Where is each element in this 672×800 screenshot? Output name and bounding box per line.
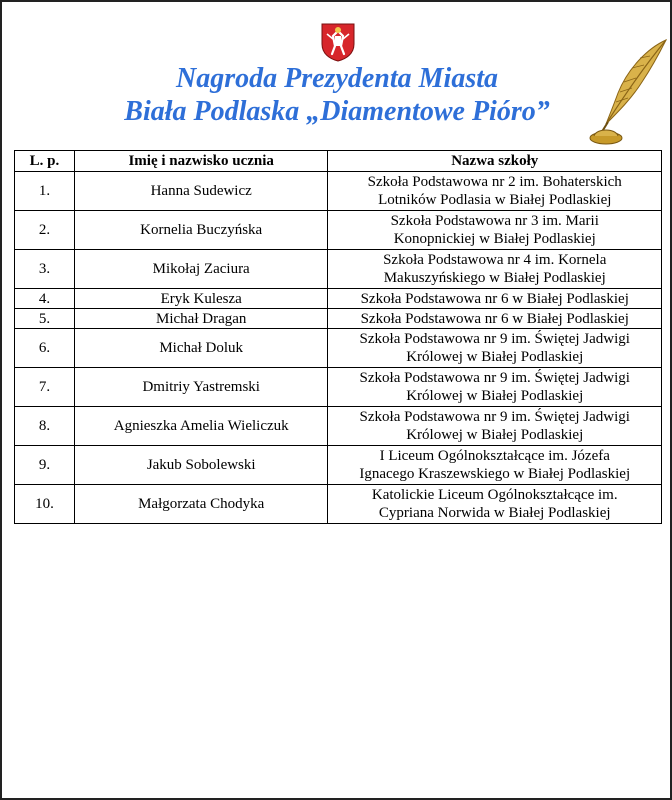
table-row: [15, 172, 662, 211]
row-school: [328, 309, 662, 329]
header-lp: L. p.: [15, 151, 75, 172]
header-student-name: Imię i nazwisko ucznia: [74, 151, 328, 172]
school-line: I Liceum Ogólnokształcące im. Józefa: [379, 448, 610, 464]
school-line: Lotników Podlasia w Białej Podlaskiej: [378, 192, 612, 208]
school-line: Królowej w Białej Podlaskiej: [406, 427, 584, 443]
row-student-name: Kornelia Buczyńska: [74, 211, 328, 250]
row-lp: 3.: [15, 250, 75, 289]
school-line: Szkoła Podstawowa nr 9 im. Świętej Jadwigi: [359, 409, 630, 425]
row-lp: 7.: [15, 368, 75, 407]
row-student-name: Michał Dragan: [74, 309, 328, 329]
table-row: [15, 309, 662, 329]
school-line: Szkoła Podstawowa nr 2 im. Bohaterskich: [367, 174, 622, 190]
row-lp: 9.: [15, 446, 75, 485]
row-lp: 10.: [15, 485, 75, 524]
row-school: [328, 485, 662, 524]
table-row: [15, 446, 662, 485]
row-school: [328, 368, 662, 407]
row-school: [328, 172, 662, 211]
table-row: [15, 485, 662, 524]
row-school: [328, 407, 662, 446]
row-school: [328, 289, 662, 309]
table-row: [15, 289, 662, 309]
row-student-name: Jakub Sobolewski: [74, 446, 328, 485]
row-student-name: Małgorzata Chodyka: [74, 485, 328, 524]
row-lp: 6.: [15, 329, 75, 368]
school-line: Królowej w Białej Podlaskiej: [406, 349, 584, 365]
school-line: Szkoła Podstawowa nr 6 w Białej Podlaskiej: [360, 310, 629, 327]
city-coat-of-arms-icon: [320, 22, 356, 62]
row-lp: 2.: [15, 211, 75, 250]
school-line: Ignacego Kraszewskiego w Białej Podlaskiej: [359, 466, 631, 482]
row-school: [328, 250, 662, 289]
row-school: [328, 446, 662, 485]
row-student-name: Hanna Sudewicz: [74, 172, 328, 211]
school-line: Szkoła Podstawowa nr 3 im. Marii: [390, 213, 599, 229]
school-line: Konopnickiej w Białej Podlaskiej: [393, 231, 596, 247]
page-title: [32, 62, 642, 128]
school-line: Cypriana Norwida w Białej Podlaskiej: [378, 505, 611, 521]
row-lp: 5.: [15, 309, 75, 329]
row-student-name: Agnieszka Amelia Wieliczuk: [74, 407, 328, 446]
school-line: Szkoła Podstawowa nr 6 w Białej Podlaskiej: [360, 290, 629, 307]
row-lp: 1.: [15, 172, 75, 211]
row-student-name: Mikołaj Zaciura: [74, 250, 328, 289]
row-student-name: Dmitriy Yastremski: [74, 368, 328, 407]
title-line-2: Biała Podlaska „Diamentowe Pióro”: [124, 96, 550, 127]
school-line: Szkoła Podstawowa nr 4 im. Kornela: [383, 252, 607, 268]
table-header-row: [15, 151, 662, 172]
row-lp: 4.: [15, 289, 75, 309]
title-line-1: Nagroda Prezydenta Miasta: [176, 63, 498, 94]
table-row: [15, 211, 662, 250]
row-student-name: Michał Doluk: [74, 329, 328, 368]
laureates-table: [14, 150, 662, 524]
school-line: Makuszyńskiego w Białej Podlaskiej: [383, 270, 606, 286]
table-row: [15, 368, 662, 407]
row-lp: 8.: [15, 407, 75, 446]
row-school: [328, 211, 662, 250]
school-line: Szkoła Podstawowa nr 9 im. Świętej Jadwigi: [359, 370, 630, 386]
school-line: Szkoła Podstawowa nr 9 im. Świętej Jadwigi: [359, 331, 630, 347]
golden-quill-icon: [588, 38, 668, 148]
school-line: Królowej w Białej Podlaskiej: [406, 388, 584, 404]
table-row: [15, 407, 662, 446]
row-student-name: Eryk Kulesza: [74, 289, 328, 309]
school-line: Katolickie Liceum Ogólnokształcące im.: [371, 487, 618, 503]
table-row: [15, 329, 662, 368]
table-row: [15, 250, 662, 289]
header-school-name: Nazwa szkoły: [328, 151, 662, 172]
row-school: [328, 329, 662, 368]
